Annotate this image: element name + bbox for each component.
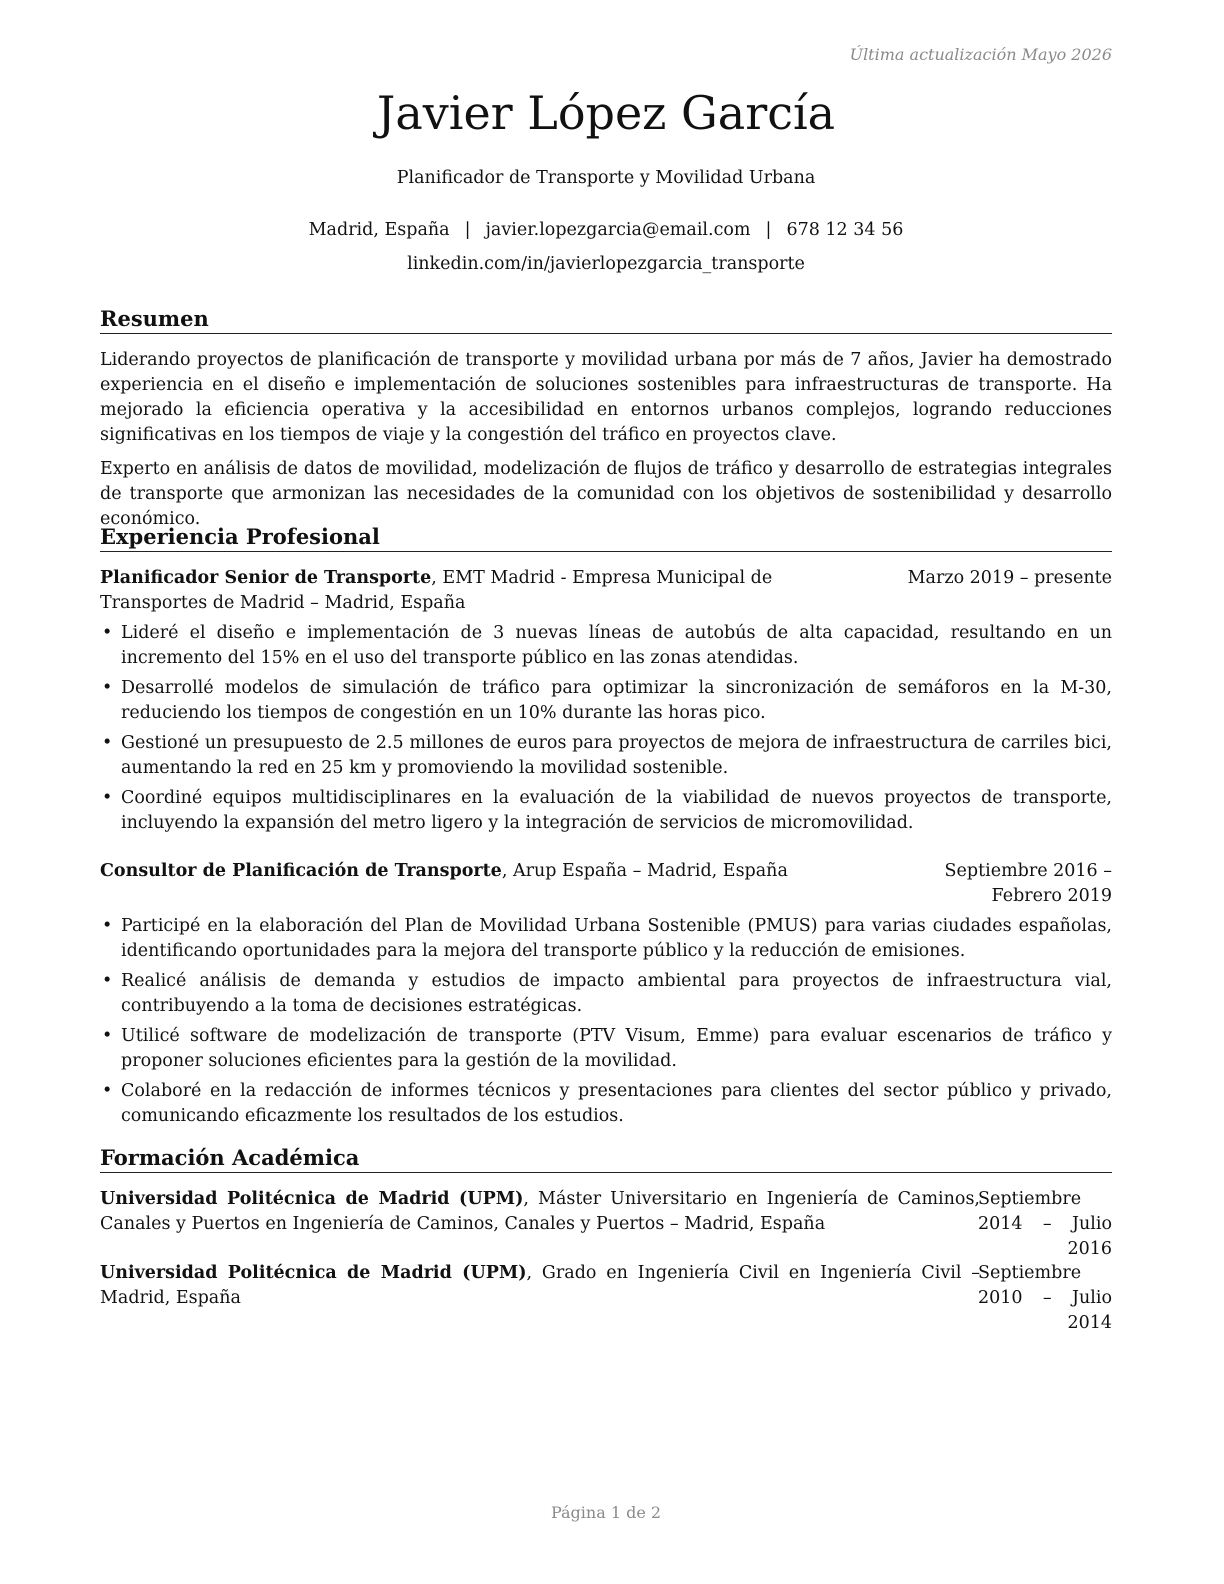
resume-page	[100, 0, 1112, 1584]
job-title-line	[100, 859, 875, 884]
bullet-text: Participé en la elaboración del Plan de Movilidad Urbana Sostenible (PMUS) para varias ciudades españolas, identificando oportunidades para la mejora del transporte público y la reducción de emisiones.	[121, 916, 1112, 961]
section-heading-summary: Resumen	[100, 306, 1112, 334]
section-heading-education: Formación Académica	[100, 1145, 1112, 1173]
education-school: Universidad Politécnica de Madrid (UPM)	[100, 1189, 524, 1209]
contact-separator: |	[464, 220, 471, 240]
education-date-end: 2016	[1067, 1239, 1112, 1259]
list-item	[100, 621, 1112, 671]
bullet-icon: •	[102, 1081, 113, 1101]
bullet-text: Utilicé software de modelización de transporte (PTV Visum, Emme) para evaluar escenarios de tráfico y proponer soluciones eficientes para la gestión de la movilidad.	[121, 1026, 1112, 1071]
bullet-text: Coordiné equipos multidisciplinares en la evaluación de la viabilidad de nuevos proyectos de transporte, incluyendo la expansión del metro ligero y la integración de servicios de micromovilidad.	[121, 788, 1112, 833]
list-item	[100, 731, 1112, 781]
job-role: Consultor de Planificación de Transporte	[100, 861, 502, 881]
education-dates	[978, 1187, 1112, 1262]
summary-paragraph: Liderando proyectos de planificación de transporte y movilidad urbana por más de 7 años, Javier ha demostrado experiencia en el diseño e implementación de soluciones sostenibles para infraestructuras de transporte. Ha mejorado la eficiencia operativa y la accesibilidad en entornos urbanos complejos, logrando reducciones significativas en los tiempos de viaje y la congestión del tráfico en proyectos clave.	[100, 350, 1112, 445]
bullet-text: Lideré el diseño e implementación de 3 nuevas líneas de autobús de alta capacidad, resultando en un incremento del 15% en el uso del transporte público en las zonas atendidas.	[121, 623, 1112, 668]
bullet-icon: •	[102, 678, 113, 698]
bullet-icon: •	[102, 971, 113, 991]
job-entry	[100, 566, 1112, 841]
contact-location: Madrid, España	[308, 220, 450, 240]
contact-phone: 678 12 34 56	[786, 220, 904, 240]
list-item	[100, 676, 1112, 726]
job-title-line	[100, 566, 875, 616]
education-school: Universidad Politécnica de Madrid (UPM)	[100, 1263, 527, 1283]
bullet-text: Desarrollé modelos de simulación de tráfico para optimizar la sincronización de semáforos en la M-30, reduciendo los tiempos de congestión en un 10% durante las horas pico.	[121, 678, 1112, 723]
education-entry	[100, 1187, 1112, 1259]
contact-separator: |	[765, 220, 772, 240]
education-title-line	[100, 1261, 980, 1311]
page-number: Página 1 de 2	[550, 1503, 662, 1522]
job-dates: Marzo 2019 – presente	[907, 568, 1112, 588]
bullet-icon: •	[102, 788, 113, 808]
job-entry	[100, 859, 1112, 1134]
bullet-text: Colaboré en la redacción de informes técnicos y presentaciones para clientes del sector público y privado, comunicando eficazmente los resultados de los estudios.	[121, 1081, 1112, 1126]
contact-line	[100, 220, 1112, 240]
education-date-end: 2014	[1067, 1313, 1112, 1333]
job-organization: , Arup España – Madrid, España	[501, 861, 788, 881]
candidate-title: Planificador de Transporte y Movilidad Urbana	[396, 168, 816, 188]
job-bullets	[100, 914, 1112, 1129]
contact-email[interactable]: javier.lopezgarcia@email.com	[485, 220, 751, 240]
education-degree: , Grado en Ingeniería Civil en Ingeniería Civil – Madrid, España	[100, 1263, 980, 1308]
education-title-line	[100, 1187, 980, 1237]
list-item	[100, 914, 1112, 964]
education-dates	[978, 1261, 1112, 1336]
bullet-text: Gestioné un presupuesto de 2.5 millones de euros para proyectos de mejora de infraestructura de carriles bici, aumentando la red en 25 km y promoviendo la movilidad sostenible.	[121, 733, 1112, 778]
education-date-start: Septiembre 2014 – Julio	[978, 1189, 1112, 1234]
section-heading-experience: Experiencia Profesional	[100, 524, 1112, 552]
job-dates: Septiembre 2016 – Febrero 2019	[944, 861, 1112, 906]
candidate-name: Javier López García	[376, 86, 836, 140]
list-item	[100, 1079, 1112, 1129]
bullet-icon: •	[102, 916, 113, 936]
job-header	[100, 566, 1112, 616]
education-degree: , Máster Universitario en Ingeniería de Caminos, Canales y Puertos en Ingeniería de Caminos, Canales y Puertos – Madrid, España	[100, 1189, 980, 1234]
education-date-start: Septiembre 2010 – Julio	[978, 1263, 1112, 1308]
education-entry	[100, 1261, 1112, 1333]
job-role: Planificador Senior de Transporte	[100, 568, 432, 588]
job-header	[100, 859, 1112, 906]
last-updated: Última actualización Mayo 2026	[849, 45, 1112, 64]
list-item	[100, 1024, 1112, 1074]
job-organization: , EMT Madrid - Empresa Municipal de Transportes de Madrid – Madrid, España	[100, 568, 773, 613]
job-bullets	[100, 621, 1112, 836]
bullet-icon: •	[102, 623, 113, 643]
bullet-icon: •	[102, 733, 113, 753]
list-item	[100, 786, 1112, 836]
contact-linkedin[interactable]: linkedin.com/in/javierlopezgarcia_transporte	[407, 254, 805, 274]
bullet-text: Realicé análisis de demanda y estudios de impacto ambiental para proyectos de infraestructura vial, contribuyendo a la toma de decisiones estratégicas.	[121, 971, 1112, 1016]
bullet-icon: •	[102, 1026, 113, 1046]
summary-paragraph: Experto en análisis de datos de movilidad, modelización de flujos de tráfico y desarrollo de estrategias integrales de transporte que armonizan las necesidades de la comunidad con los objetivos de sostenibilidad y desarrollo económico.	[100, 459, 1112, 529]
list-item	[100, 969, 1112, 1019]
